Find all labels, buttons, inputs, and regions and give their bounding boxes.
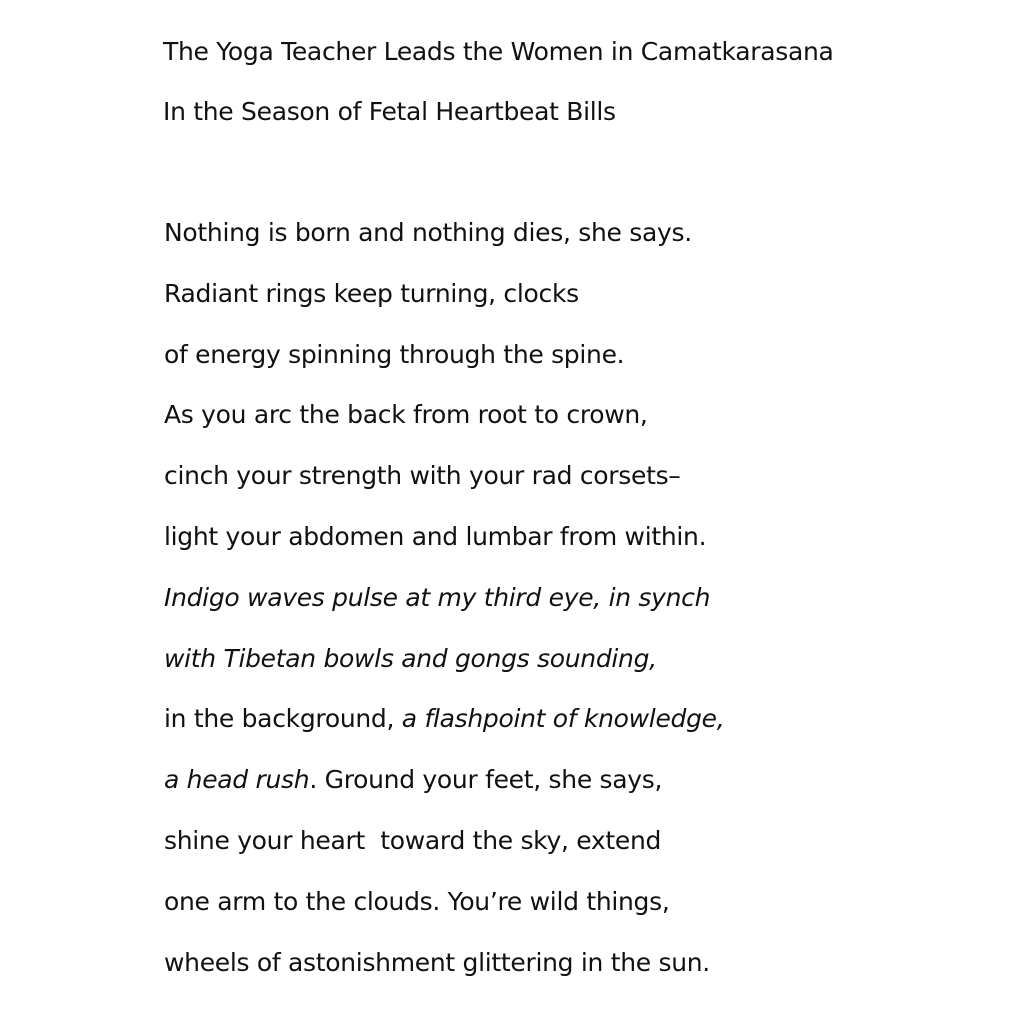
title-line-1: The Yoga Teacher Leads the Women in Camatkarasana xyxy=(163,37,834,66)
poem-line-13: wheels of astonishment glittering in the sun. xyxy=(164,947,710,977)
poem-line-10-italic: a head rush xyxy=(164,765,310,795)
poem-line-2: Radiant rings keep turning, clocks xyxy=(164,278,579,308)
poem-line-9 xyxy=(164,689,724,750)
poem-line-11: shine your heart toward the sky, extend xyxy=(164,825,662,855)
poem-line-4: As you arc the back from root to crown, xyxy=(164,400,648,430)
poem-line-10 xyxy=(164,750,724,811)
poem-line-10-roman: . Ground your feet, she says, xyxy=(309,765,663,795)
title-line-2: In the Season of Fetal Heartbeat Bills xyxy=(163,97,616,126)
poem-line-8: with Tibetan bowls and gongs sounding, xyxy=(164,643,657,673)
poem-title xyxy=(163,22,834,142)
poem-line-9-roman: in the background, xyxy=(164,704,402,734)
poem-body xyxy=(164,203,724,993)
poem-line-6: light your abdomen and lumbar from within. xyxy=(164,521,707,551)
poem-line-1: Nothing is born and nothing dies, she says. xyxy=(164,218,692,247)
poem-line-3: of energy spinning through the spine. xyxy=(164,339,625,369)
poem-line-12: one arm to the clouds. You’re wild things, xyxy=(164,886,670,916)
poem-line-7: Indigo waves pulse at my third eye, in synch xyxy=(164,582,711,612)
poem-line-5: cinch your strength with your rad corsets– xyxy=(164,461,681,491)
poem-line-9-italic: a flashpoint of knowledge, xyxy=(401,704,725,734)
